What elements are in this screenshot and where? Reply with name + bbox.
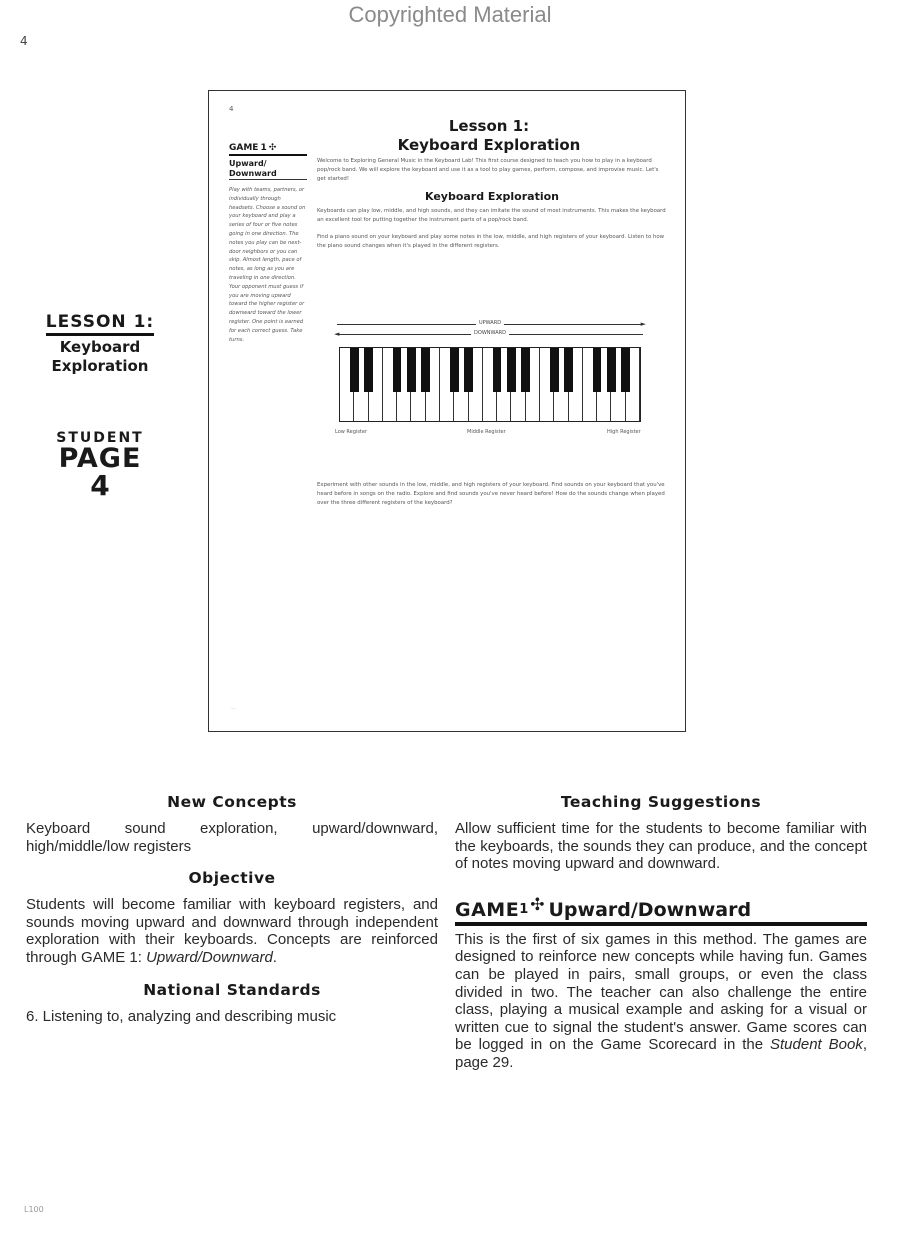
game-banner-rule	[455, 922, 867, 926]
teaching-suggestions-heading: Teaching Suggestions	[560, 793, 762, 811]
black-key	[607, 348, 616, 392]
new-concepts-heading: New Concepts	[167, 793, 297, 811]
objective-text-end: .	[272, 948, 277, 966]
student-page-number: 4	[90, 469, 110, 502]
student-page-para1: Keyboards can play low, middle, and high sounds, and they can imitate the sound of most instruments. This makes the keyboard an excellent tool for putting together the instrument parts of a pop/rock band.	[317, 208, 666, 223]
black-key	[521, 348, 530, 392]
black-key	[350, 348, 359, 392]
new-concepts-text: Keyboard sound exploration, upward/downward, high/middle/low registers	[26, 820, 438, 855]
teaching-suggestions-section	[455, 793, 867, 873]
student-word: STUDENT	[56, 430, 144, 446]
black-key	[393, 348, 402, 392]
black-key	[593, 348, 602, 392]
upward-arrow: ► UPWARD	[337, 321, 643, 329]
left-column	[26, 793, 438, 1039]
national-standards-section	[26, 981, 438, 1026]
mini-game-title: Upward/ Downward	[229, 159, 307, 180]
mini-game-banner	[229, 143, 307, 156]
page-number: 4	[20, 34, 28, 48]
margin-lesson-label	[20, 312, 180, 374]
copyright-watermark: Copyrighted Material	[348, 2, 552, 27]
mini-game-number: 1	[260, 143, 267, 153]
objective-heading: Objective	[188, 869, 276, 888]
downward-arrow: ◄ DOWNWARD	[337, 331, 643, 339]
national-standards-heading: National Standards	[143, 980, 321, 999]
black-key	[507, 348, 516, 392]
piano-keys	[339, 347, 641, 422]
game-controller-icon: ✣	[268, 143, 277, 153]
teaching-suggestions-text: Allow sufficient time for the students to become familiar with the keyboards, the sounds they can produce, and the concept of notes moving upward and downward.	[455, 820, 867, 873]
objective-section	[26, 869, 438, 966]
upward-label: UPWARD	[476, 320, 504, 326]
student-page-intro: Welcome to Exploring General Music in the Keyboard Lab! This first course designed to teach you how to play in a keyboard pop/rock band. We will explore the keyboard and use it as a tool to play games, perform, compose, and improvise music. Let's get started!	[317, 158, 659, 182]
margin-lesson-title-2: Exploration	[51, 357, 149, 375]
keyboard-diagram	[334, 317, 647, 457]
student-page-title-line2: Keyboard Exploration	[397, 136, 581, 154]
student-page-thumbnail	[208, 90, 686, 732]
game-controller-icon: ✣	[530, 894, 545, 915]
register-high: High Register	[607, 429, 641, 435]
black-key	[364, 348, 373, 392]
game-banner	[455, 891, 867, 921]
margin-lesson-number: LESSON 1:	[46, 312, 154, 336]
margin-lesson-title-1: Keyboard	[59, 338, 141, 356]
right-column	[455, 793, 867, 1072]
black-key	[464, 348, 473, 392]
black-key	[421, 348, 430, 392]
mini-game-text: Play with teams, partners, or individually through headsets. Choose a sound on your keyboard and play a series of four or five notes going in one direction. The notes you play can be next-door neighbors or you can skip. Almost length, pace of notes, as long as you are traveling in one direction. Your opponent must guess if you are moving upward toward the higher register or downward toward the lower register. One point is earned for each correct guess. Take turns.	[229, 187, 306, 343]
student-page-title-line1: Lesson 1:	[448, 117, 530, 135]
black-key	[407, 348, 416, 392]
mini-game-word: GAME	[229, 143, 259, 153]
black-key	[621, 348, 630, 392]
student-page-para3: Experiment with other sounds in the low, middle, and high registers of your keyboard. Find sounds on your keyboard that you've heard before in songs on the radio. Explore and find sounds you've never heard before! How do the sounds change when played over the three different registers of the keyboard?	[317, 482, 665, 506]
student-page-game-sidebar	[229, 143, 307, 344]
objective-text-main: Students will become familiar with keyboard registers, and sounds moving upward and downward through independent exploration with their keyboards. Concepts are reinforced through GAME 1:	[26, 896, 438, 966]
black-key	[564, 348, 573, 392]
new-concepts-section	[26, 793, 438, 855]
national-standards-text: 6. Listening to, analyzing and describing music	[26, 1007, 337, 1025]
register-low: Low Register	[335, 429, 368, 435]
game-description-main: This is the first of six games in this method. The games are designed to reinforce new concepts while having fun. Games can be played in pairs, small groups, or even the class divided in two. The teacher can also challenge the entire class, playing a musical example and asking for a visual or written cue to signal the student's answer. Game scores can be logged in on the Game Scorecard in the	[455, 930, 867, 1054]
student-page-number-small: 4	[229, 105, 234, 113]
student-page-title	[319, 117, 659, 155]
game-description	[455, 931, 867, 1072]
student-page-subheading: Keyboard Exploration	[424, 190, 560, 203]
margin-student-page-label	[20, 430, 180, 500]
objective-text	[26, 896, 438, 966]
game-title: Upward/Downward	[548, 898, 752, 921]
student-page-main-text	[317, 157, 667, 251]
black-key	[450, 348, 459, 392]
game-description-end: , page 29.	[455, 1036, 867, 1071]
student-page-para2: Find a piano sound on your keyboard and play some notes in the low, middle, and high registers of your keyboard. Listen to how the piano sound changes when it's played in the different registers.	[317, 234, 665, 249]
register-middle: Middle Register	[467, 429, 506, 435]
black-key	[550, 348, 559, 392]
game-number: 1	[519, 901, 529, 917]
game-word: GAME	[455, 898, 520, 921]
black-key	[493, 348, 502, 392]
student-page-footer: ...	[231, 704, 237, 711]
student-book-ref: Student Book	[770, 1036, 863, 1054]
student-page-bottom-text	[317, 481, 667, 508]
footer-code: L100	[24, 1205, 44, 1214]
page-word: PAGE	[58, 443, 142, 474]
objective-game-ref: Upward/Downward	[146, 948, 273, 966]
downward-label: DOWNWARD	[471, 330, 509, 336]
